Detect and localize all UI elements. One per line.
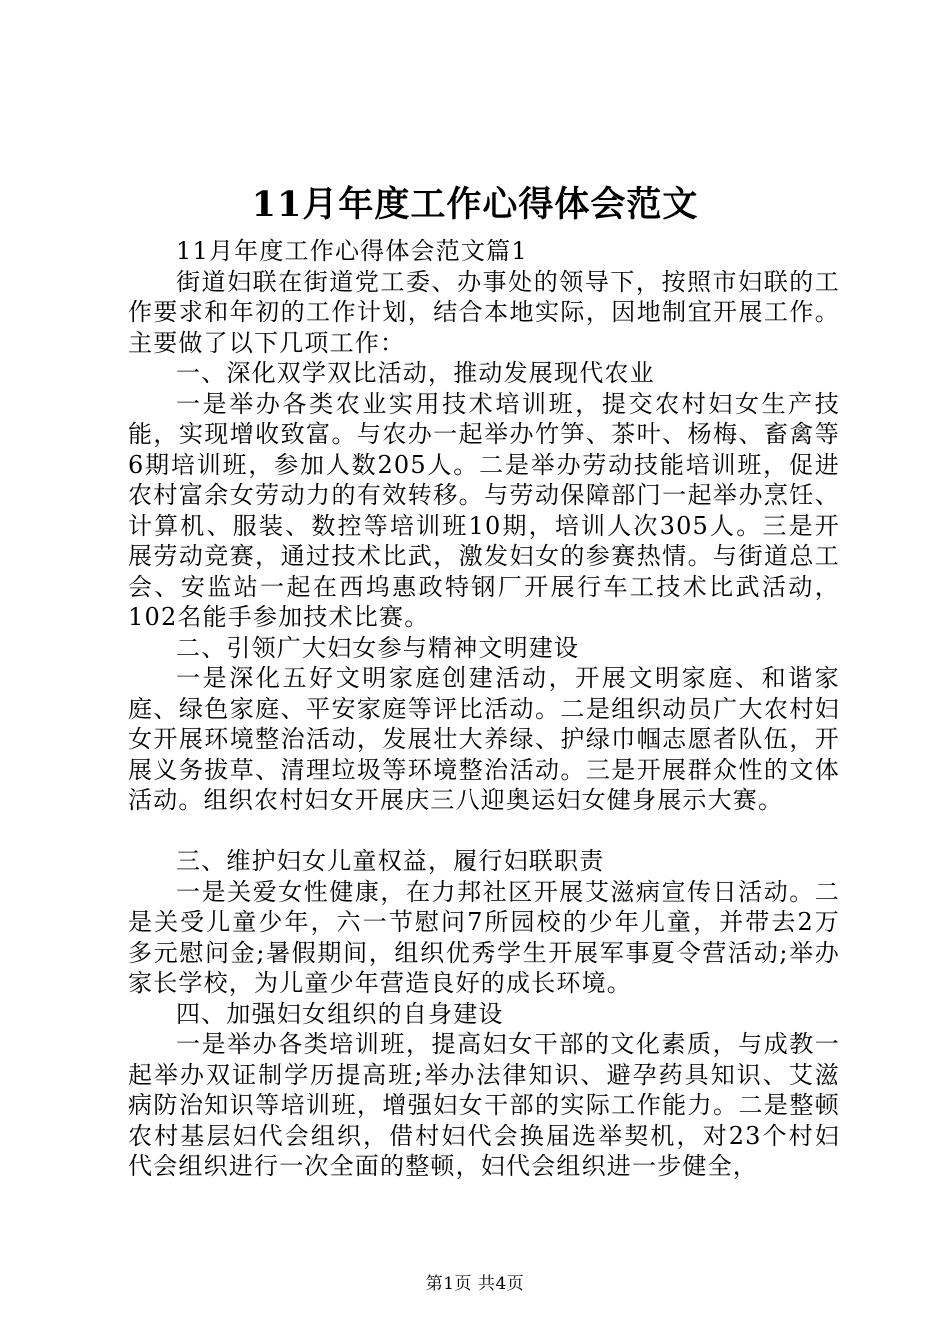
intro-paragraph: 街道妇联在街道党工委、办事处的领导下，按照市妇联的工作要求和年初的工作计划，结合本地实际，因地制宜开展工作。主要做了以下几项工作： [128,267,840,357]
blank-line [128,816,840,847]
section-heading-3: 三、维护妇女儿童权益，履行妇联职责 [176,847,605,875]
section-paragraph-1: 一是举办各类农业实用技术培训班，提交农村妇女生产技能，实现增收致富。与农办一起举办竹笋、茶叶、杨梅、畜禽等6期培训班，参加人数205人。二是举办劳动技能培训班，促进农村富余女劳动力的有效转移。与劳动保障部门一起举办烹饪、计算机、服装、数控等培训班10期，培训人次305人。三是开展劳动竞赛，通过技术比武，激发妇女的参赛热情。与街道总工会、安监站一起在西坞惠政特钢厂开展行车工技术比武活动，102名能手参加技术比赛。 [128,389,840,631]
document-subtitle: 11月年度工作心得体会范文篇1 [176,237,528,265]
section-paragraph-4: 一是举办各类培训班，提高妇女干部的文化素质，与成教一起举办双证制学历提高班;举办法律知识、避孕药具知识、艾滋病防治知识等培训班，增强妇女干部的实际工作能力。二是整顿农村基层妇代会组织，借村妇代会换届选举契机，对23个村妇代会组织进行一次全面的整顿，妇代会组织进一步健全， [128,1030,840,1180]
section-heading-2: 二、引领广大妇女参与精神文明建设 [176,633,580,662]
document-body [128,236,840,1182]
document-title: 11月年度工作心得体会范文 [251,184,699,225]
page-number-footer: 第1页 共4页 [425,1274,525,1294]
section-paragraph-3: 一是关爱女性健康，在力邦社区开展艾滋病宣传日活动。二是关受儿童少年，六一节慰问7所园校的少年儿童，并带去2万多元慰问金;暑假期间，组织优秀学生开展军事夏令营活动;举办家长学校，为儿童少年营造良好的成长环境。 [128,877,840,997]
section-heading-4: 四、加强妇女组织的自身建设 [176,999,504,1028]
section-paragraph-2: 一是深化五好文明家庭创建活动，开展文明家庭、和谐家庭、绿色家庭、平安家庭等评比活动。二是组织动员广大农村妇女开展环境整治活动，发展壮大养绿、护绿巾帼志愿者队伍，开展义务拔草、清理垃圾等环境整治活动。三是开展群众性的文体活动。组织农村妇女开展庆三八迎奥运妇女健身展示大赛。 [128,664,840,814]
section-heading-1: 一、深化双学双比活动，推动发展现代农业 [176,359,655,387]
